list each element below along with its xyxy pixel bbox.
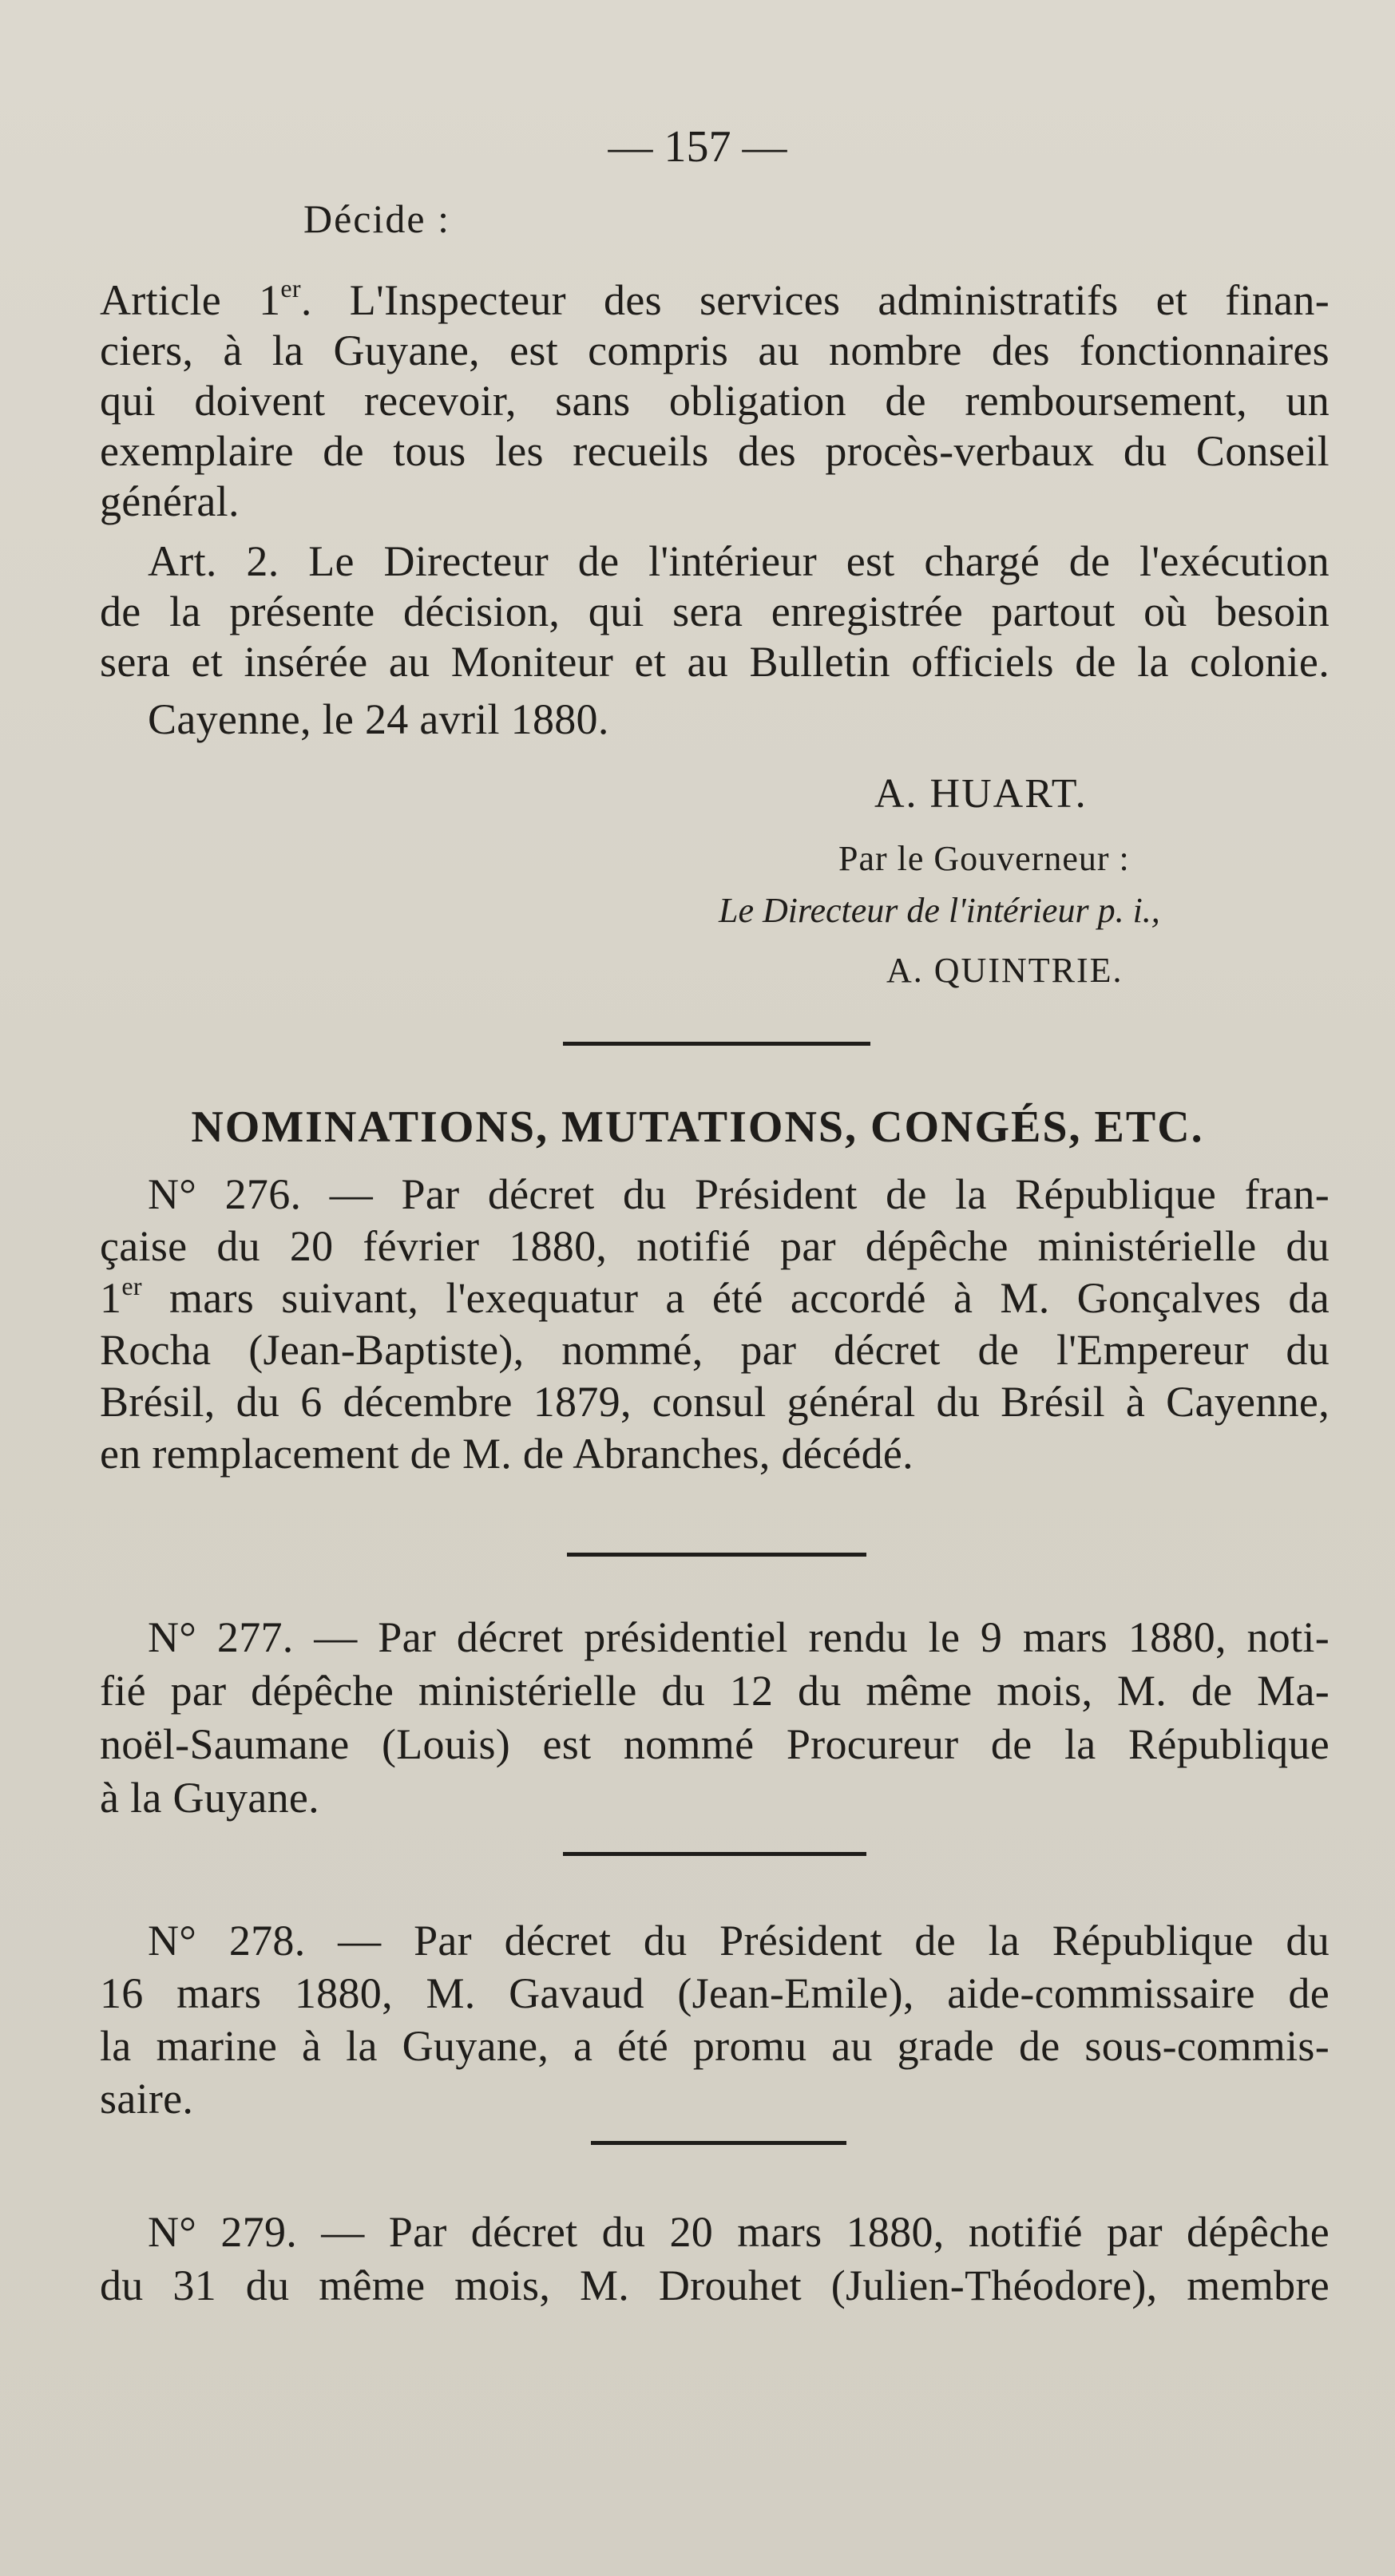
section-title: NOMINATIONS, MUTATIONS, CONGÉS, ETC. — [191, 1102, 1204, 1152]
decree-279-line: N° 279. — Par décret du 20 mars 1880, notifié par dépêche — [148, 2208, 1330, 2256]
decree-277-line: noël-Saumane (Louis) est nommé Procureur de la République — [100, 1720, 1330, 1768]
article-1-line: ciers, à la Guyane, est compris au nombre des fonctionnaires — [100, 326, 1330, 374]
decree-277-line: fié par dépêche ministérielle du 12 du même mois, M. de Ma- — [100, 1667, 1330, 1715]
decree-276-sup-prefix: 1 — [100, 1274, 122, 1322]
divider-277 — [563, 1852, 866, 1856]
article-1-line: général. — [100, 477, 240, 525]
signature-by: Par le Gouverneur : — [838, 839, 1130, 878]
article-2-line: de la présente décision, qui sera enregistrée partout où besoin — [100, 588, 1330, 635]
decree-278-line: la marine à la Guyane, a été promu au grade de sous-commis- — [100, 2022, 1330, 2070]
section-divider — [563, 1042, 870, 1046]
signature-role: Le Directeur de l'intérieur p. i., — [719, 891, 1160, 930]
decree-276-text: mars suivant, l'exequatur a été accordé à M. Gonçalves da — [141, 1274, 1330, 1322]
decree-276-line — [100, 1273, 1330, 1323]
decree-276-line: Brésil, du 6 décembre 1879, consul général du Brésil à Cayenne, — [100, 1378, 1330, 1426]
page-number: — 157 — — [608, 122, 787, 172]
decree-278-line: 16 mars 1880, M. Gavaud (Jean-Emile), aide-commissaire de — [100, 1969, 1330, 2017]
article-1-dot: . — [300, 276, 312, 324]
divider-278 — [591, 2141, 846, 2145]
decree-276-line: çaise du 20 février 1880, notifié par dépêche ministérielle du — [100, 1222, 1330, 1270]
decree-277-line: N° 277. — Par décret présidentiel rendu le 9 mars 1880, noti- — [148, 1613, 1330, 1661]
article-1-text: L'Inspecteur des services administratifs et finan- — [349, 276, 1330, 324]
decree-276-line: N° 276. — Par décret du Président de la République fran- — [148, 1170, 1330, 1218]
decree-279-line: du 31 du même mois, M. Drouhet (Julien-Théodore), membre — [100, 2261, 1330, 2309]
signature-name-2: A. QUINTRIE. — [886, 951, 1124, 990]
decree-278-line: N° 278. — Par décret du Président de la République du — [148, 1917, 1330, 1965]
article-1-line: exemplaire de tous les recueils des procès-verbaux du Conseil — [100, 427, 1330, 475]
article-1-prefix: Article 1 — [100, 276, 281, 324]
decree-277-line: à la Guyane. — [100, 1774, 319, 1822]
decree-276-sup: er — [121, 1272, 142, 1300]
signature-name: A. HUART. — [874, 771, 1088, 817]
place-date: Cayenne, le 24 avril 1880. — [148, 695, 609, 743]
decide-heading: Décide : — [303, 196, 450, 241]
decree-276-line: Rocha (Jean-Baptiste), nommé, par décret de l'Empereur du — [100, 1326, 1330, 1374]
decree-278-line: saire. — [100, 2075, 194, 2123]
article-1-line — [100, 275, 1330, 325]
article-2-line: Art. 2. Le Directeur de l'intérieur est chargé de l'exécution — [148, 537, 1330, 585]
divider-276 — [567, 1553, 866, 1557]
article-1-line: qui doivent recevoir, sans obligation de remboursement, un — [100, 377, 1330, 425]
article-1-sup: er — [280, 274, 301, 303]
decree-276-line: en remplacement de M. de Abranches, décédé. — [100, 1430, 913, 1478]
article-2-line: sera et insérée au Moniteur et au Bulletin officiels de la colonie. — [100, 638, 1330, 686]
